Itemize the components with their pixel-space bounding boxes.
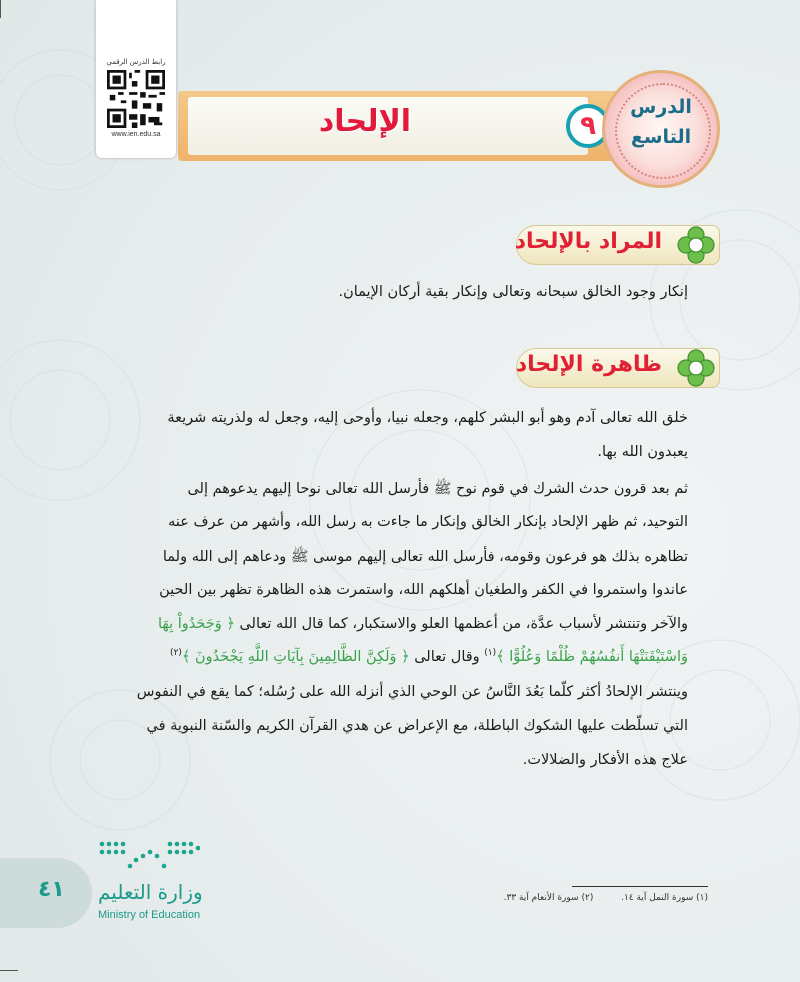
paragraph-line: التي تسلّطت عليها الشكوك الباطلة، مع الإعراض عن هدي القرآن الكريم والسّنة النبوية في bbox=[146, 718, 688, 734]
section-heading-text: ظاهرة الإلحاد bbox=[515, 352, 662, 377]
leaf-ornament-icon bbox=[672, 221, 720, 269]
qr-card bbox=[96, 0, 176, 158]
paragraph-text: وقال تعالى bbox=[409, 648, 485, 665]
paragraph-line: يعبدون الله بها. bbox=[597, 444, 688, 460]
ministry-name-en: Ministry of Education bbox=[98, 909, 201, 921]
lesson-word: الدرس bbox=[630, 96, 692, 118]
lesson-title: الإلحاد bbox=[318, 104, 412, 139]
page-number: ٤١ bbox=[38, 877, 65, 902]
quran-verse: ﴿ وَلَكِنَّ الظَّالِمِينَ بِآيَاتِ اللَّهِ يَجْحَدُونَ ﴾ bbox=[181, 648, 410, 665]
paragraph-line: عاندوا واستمروا في الكفر والطغيان أهلكهم الله، واستمرت هذه الظاهرة تظهر بين الحين bbox=[159, 582, 688, 598]
qr-url[interactable]: www.ien.edu.sa bbox=[111, 131, 161, 138]
leaf-ornament-icon bbox=[672, 344, 720, 392]
qr-label: رابط الدرس الرقمي bbox=[106, 58, 166, 66]
definition-text: إنكار وجود الخالق سبحانه وتعالى وإنكار بقية أركان الإيمان. bbox=[338, 284, 688, 300]
paragraph-line: ثم بعد قرون حدث الشرك في قوم نوح ﷺ فأرسل الله تعالى نوحا إليهم يدعوهم إلى bbox=[187, 481, 688, 497]
quran-verse: وَاسْتَيْقَنَتْهَا أَنفُسُهُمْ ظُلْمًا وَعُلُوًّا ﴾ bbox=[496, 648, 688, 665]
paragraph-line: خلق الله تعالى آدم وهو أبو البشر كلهم، وجعله نبيا، وأوحى إليه، وجعل له ولذريته شريعة bbox=[167, 410, 688, 426]
qr-code-icon[interactable] bbox=[107, 70, 165, 128]
paragraph-line-with-verse bbox=[118, 648, 688, 665]
footnote-1: (١) سورة النمل آية ١٤. bbox=[621, 893, 708, 903]
footnote-2: (٢) سورة الأنعام آية ٣٣. bbox=[503, 893, 594, 903]
paragraph-text: والآخر وتنتشر لأسباب عدَّة، من أعظمها العلو والاستكبار، كما قال الله تعالى bbox=[239, 616, 688, 632]
lesson-ordinal: التاسع bbox=[630, 126, 692, 148]
section-heading-phenomenon bbox=[508, 348, 720, 388]
ministry-logo-icon bbox=[96, 836, 208, 876]
paragraph-line: علاج هذه الأفكار والضلالات. bbox=[522, 752, 688, 768]
footnote-ref: (١) bbox=[484, 648, 497, 658]
paragraph-line-with-verse bbox=[118, 616, 688, 632]
section-heading-text: المراد بالإلحاد bbox=[514, 229, 662, 254]
crop-mark-bottom bbox=[0, 970, 18, 971]
footnotes bbox=[468, 893, 708, 903]
section-heading-definition bbox=[508, 225, 720, 265]
paragraph-line: وينتشر الإلحادُ أكثر كلّما بَعُدَ النَّاسُ عن الوحي الذي أنزله الله على رُسُله؛ كما يقع في النفوس bbox=[136, 684, 688, 700]
footnote-ref: (٢) bbox=[170, 648, 182, 658]
paragraph-line: تظاهره بذلك هو فرعون وقومه، فأرسل الله تعالى إليهم موسى ﷺ ودعاهم إلى الله ولما bbox=[162, 549, 688, 565]
quran-verse: ﴿ وَجَحَدُواْ بِهَا bbox=[158, 616, 235, 632]
footnote-divider bbox=[572, 886, 708, 887]
lesson-number: ٩ bbox=[566, 104, 610, 148]
paragraph-line: التوحيد، ثم ظهر الإلحاد بإنكار الخالق وإنكار ما جاءت به رسل الله، وأشهر من عرف عنه bbox=[168, 514, 688, 530]
ministry-name-ar: وزارة التعليم bbox=[98, 880, 203, 904]
crop-mark-left bbox=[0, 0, 1, 18]
